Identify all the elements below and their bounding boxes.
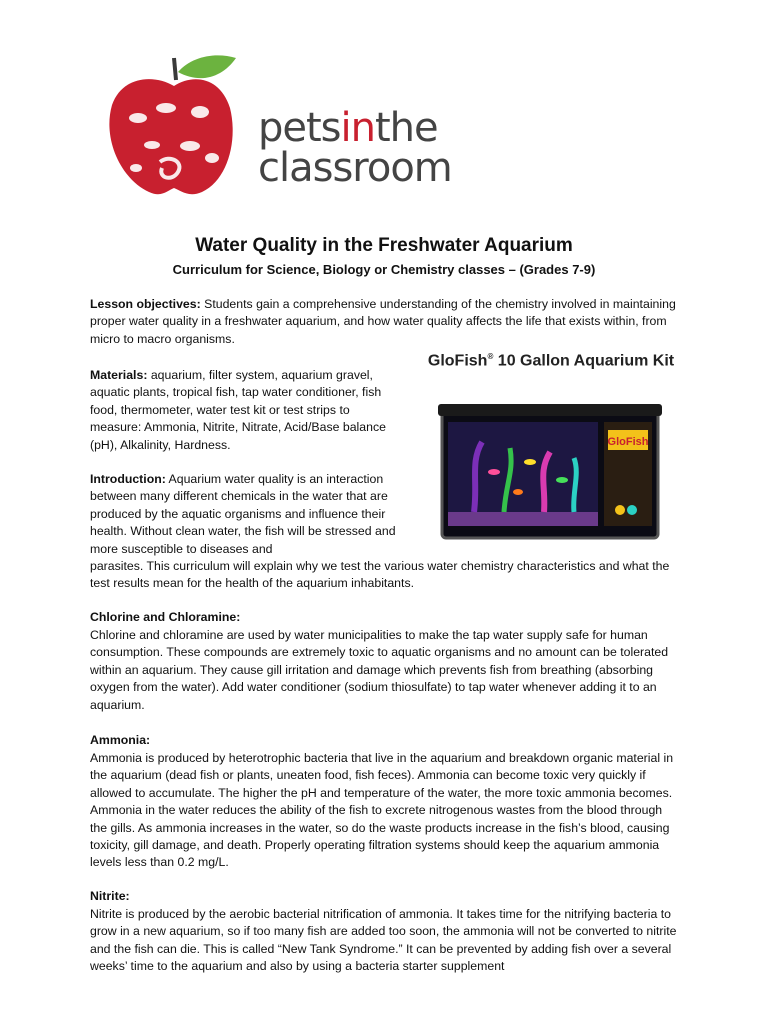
objectives-text: Students gain a comprehensive understanding of the chemistry involved in maintaining proper water quality in a freshwater aquarium, and how water quality affects the life that exists within, from micro to macro organisms. [90,297,676,346]
nitrite-heading: Nitrite: [90,889,130,903]
chlorine-paragraph: Chlorine and chloramine are used by water municipalities to make the tap water supply safe for human consumption. These compounds are extremely toxic to aquatic organisms and no amount can be tolerated within an aquarium. They cause gill irritation and damage which prevents fish from breathing (absorbing oxygen from the water). Add water conditioner (sodium thiosulfate) to tap water whenever adding it to an aquarium. [90,628,669,712]
brand-classroom: classroom [258,145,452,191]
box-brand: GloFish [607,436,649,448]
brand-the: the [375,105,438,151]
nitrite-paragraph: Nitrite is produced by the aerobic bacterial nitrification of ammonia. It takes time for the nitrifying bacteria to grow in a new aquarium, so if too many fish are added too soon, the ammonia will not be converted to nitrite and the fish can die. This is called “New Tank Syndrome.” It can be prevented by adding fish over a several weeks’ time to the aquarium and also by using a bacteria starter supplement [90,907,677,974]
aquarium-kit-image [420,352,682,552]
brand-pets: pets [258,105,341,151]
introduction-label: Introduction: [90,472,166,486]
objectives-paragraph [90,296,680,348]
introduction-paragraph [90,471,402,558]
pets-in-the-classroom-logo [104,50,452,200]
chlorine-heading: Chlorine and Chloramine: [90,610,241,624]
brand-wordmark [258,105,452,191]
aquarium-tank-icon [434,382,674,547]
ammonia-heading: Ammonia: [90,733,151,747]
document-subtitle: Curriculum for Science, Biology or Chemistry classes – (Grades 7-9) [172,262,596,277]
apple-logo-icon [104,50,244,200]
document-title: Water Quality in the Freshwater Aquarium [195,235,573,256]
introduction-continued: parasites. This curriculum will explain why we test the various water chemistry characteristics and what the test results mean for the health of the aquarium inhabitants. [90,559,670,591]
kit-title: GloFish® 10 Gallon Aquarium Kit [427,352,675,370]
ammonia-paragraph: Ammonia is produced by heterotrophic bacteria that live in the aquarium and breakdown organic material in the aquarium (dead fish or plants, uneaten food, fish feces). Ammonia can become toxic very quickly if allowed to accumulate. The higher the pH and temperature of the water, the more toxic ammonia becomes. Ammonia in the water reduces the ability of the fish to excrete nitrogenous wastes from the blood through the gills. As ammonia increases in the water, so do the waste products increase in the fish’s blood, causing toxicity, gill damage, and death. Properly operating filtration systems should keep the aquarium ammonia levels less than 0.2 mg/L. [90,751,674,870]
materials-text: aquarium, filter system, aquarium gravel, aquatic plants, tropical fish, tap water conditioner, fish food, thermometer, water test kit or test strips to measure: Ammonia, Nitrite, Nitrate, Acid/Base balance (pH), Alkalinity, Hardness. [90,368,386,452]
brand-in: in [340,105,375,151]
objectives-label: Lesson objectives: [90,297,201,311]
materials-paragraph [90,367,402,454]
materials-label: Materials: [90,368,148,382]
introduction-text-narrow: Aquarium water quality is an interaction between many different chemicals in the water that are produced by the aquatic organisms and influence their health. Without clean water, the fish will be stressed and more susceptible to diseases and [90,472,396,556]
